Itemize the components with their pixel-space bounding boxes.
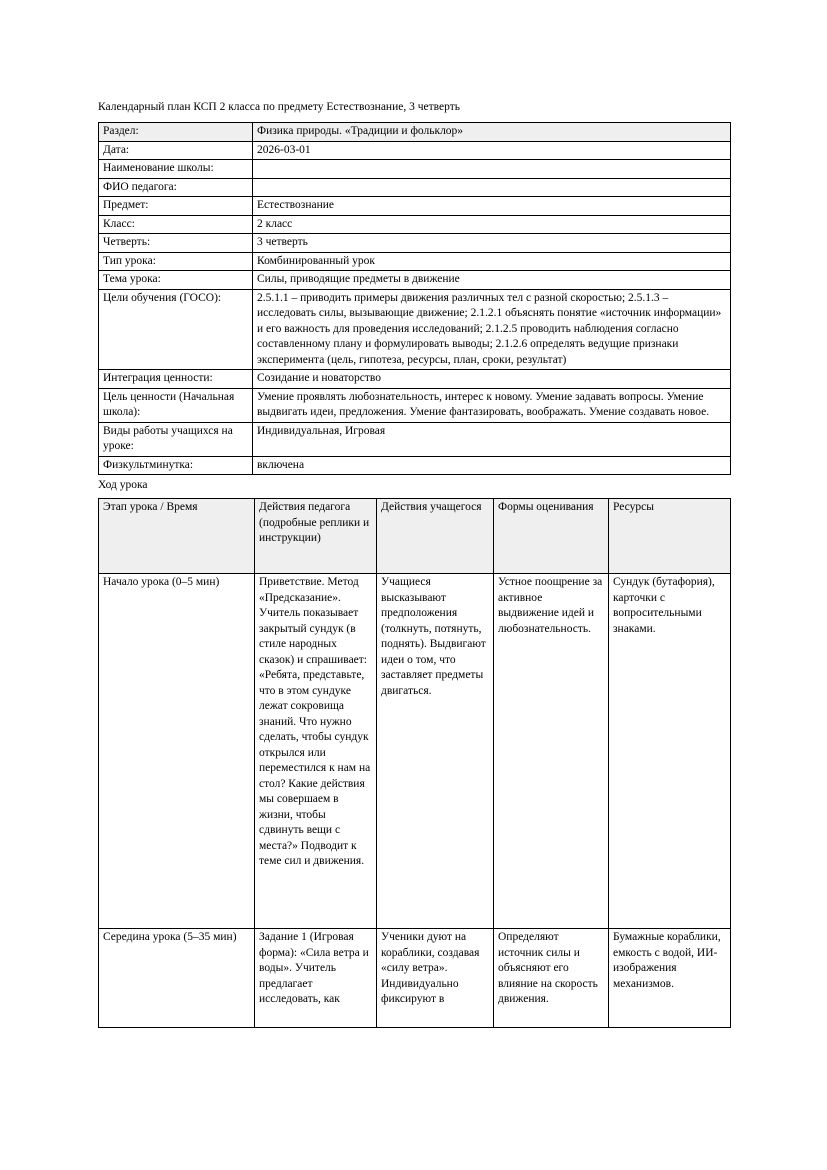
info-value: Естествознание [253,197,731,216]
lesson-flow-label: Ход урока [98,479,148,491]
column-header-teacher-actions: Действия педагога (подробные реплики и инструкции) [255,499,377,574]
info-value: 2026-03-01 [253,141,731,160]
table-row [99,422,731,456]
table-row [99,178,731,197]
lesson-flow-table [98,498,731,1028]
info-value: 2 класс [253,215,731,234]
info-label: Четверть: [99,234,253,253]
table-row [99,160,731,179]
info-value: 2.5.1.1 – приводить примеры движения различных тел с разной скоростью; 2.5.1.3 – исследовать силы, вызывающие движение; 2.1.2.1 объяснять понятие «источник информации» и его важность для проведения исследований; 2.1.2.5 проводить наблюдения согласно составленному плану и формулировать выводы; 2.1.2.6 определять ведущие признаки эксперимента (цель, гипотеза, ресурсы, план, сроки, результат) [253,289,731,370]
info-value: Умение проявлять любознательность, интерес к новому. Умение задавать вопросы. Умение выдвигать идеи, предложения. Умение фантазировать, воображать. Умение создавать новое. [253,388,731,422]
info-value: Индивидуальная, Игровая [253,422,731,456]
table-row [99,215,731,234]
cell-resources: Бумажные кораблики, емкость с водой, ИИ-изображения механизмов. [609,929,731,1028]
table-row [99,252,731,271]
table-row [99,370,731,389]
cell-student-actions: Ученики дуют на кораблики, создавая «силу ветра». Индивидуально фиксируют в [377,929,494,1028]
info-label: ФИО педагога: [99,178,253,197]
table-row [99,574,731,929]
column-header-stage: Этап урока / Время [99,499,255,574]
table-row [99,271,731,290]
cell-teacher-actions: Задание 1 (Игровая форма): «Сила ветра и воды». Учитель предлагает исследовать, как [255,929,377,1028]
table-row [99,289,731,370]
info-label: Тип урока: [99,252,253,271]
info-label: Физкультминутка: [99,456,253,475]
info-label: Тема урока: [99,271,253,290]
table-row [99,388,731,422]
info-label: Интеграция ценности: [99,370,253,389]
info-label: Класс: [99,215,253,234]
info-value: Комбинированный урок [253,252,731,271]
info-value [253,178,731,197]
column-header-assessment: Формы оценивания [494,499,609,574]
table-row [99,197,731,216]
column-header-resources: Ресурсы [609,499,731,574]
info-value: Силы, приводящие предметы в движение [253,271,731,290]
info-label: Цели обучения (ГОСО): [99,289,253,370]
cell-assessment: Устное поощрение за активное выдвижение идей и любознательность. [494,574,609,929]
table-header-row [99,499,731,574]
document-content [98,100,730,1028]
info-label: Раздел: [99,123,253,142]
info-value: Физика природы. «Традиции и фольклор» [253,123,731,142]
cell-resources: Сундук (бутафория), карточки с вопросительными знаками. [609,574,731,929]
table-row [99,141,731,160]
cell-student-actions: Учащиеся высказывают предположения (толкнуть, потянуть, поднять). Выдвигают идеи о том, что заставляет предметы двигаться. [377,574,494,929]
info-value: Созидание и новаторство [253,370,731,389]
info-value [253,160,731,179]
info-label: Наименование школы: [99,160,253,179]
info-value: 3 четверть [253,234,731,253]
table-row [99,123,731,142]
column-header-student-actions: Действия учащегося [377,499,494,574]
table-row [99,234,731,253]
info-label: Цель ценности (Начальная школа): [99,388,253,422]
cell-stage: Начало урока (0–5 мин) [99,574,255,929]
cell-assessment: Определяют источник силы и объясняют его влияние на скорость движения. [494,929,609,1028]
cell-teacher-actions: Приветствие. Метод «Предсказание». Учитель показывает закрытый сундук (в стиле народных сказок) и спрашивает: «Ребята, представьте, что в этом сундуке лежат сокровища знаний. Что нужно сделать, чтобы сундук открылся или переместился к нам на стол? Какие действия мы совершаем в жизни, чтобы сдвинуть вещи с места?» Подводит к теме сил и движения. [255,574,377,929]
info-label: Виды работы учащихся на уроке: [99,422,253,456]
cell-stage: Середина урока (5–35 мин) [99,929,255,1028]
table-row [99,456,731,475]
lesson-info-table [98,122,731,475]
info-value: включена [253,456,731,475]
table-row [99,929,731,1028]
info-label: Дата: [99,141,253,160]
info-label: Предмет: [99,197,253,216]
page-title: Календарный план КСП 2 класса по предмету Естествознание, 3 четверть [98,101,460,113]
